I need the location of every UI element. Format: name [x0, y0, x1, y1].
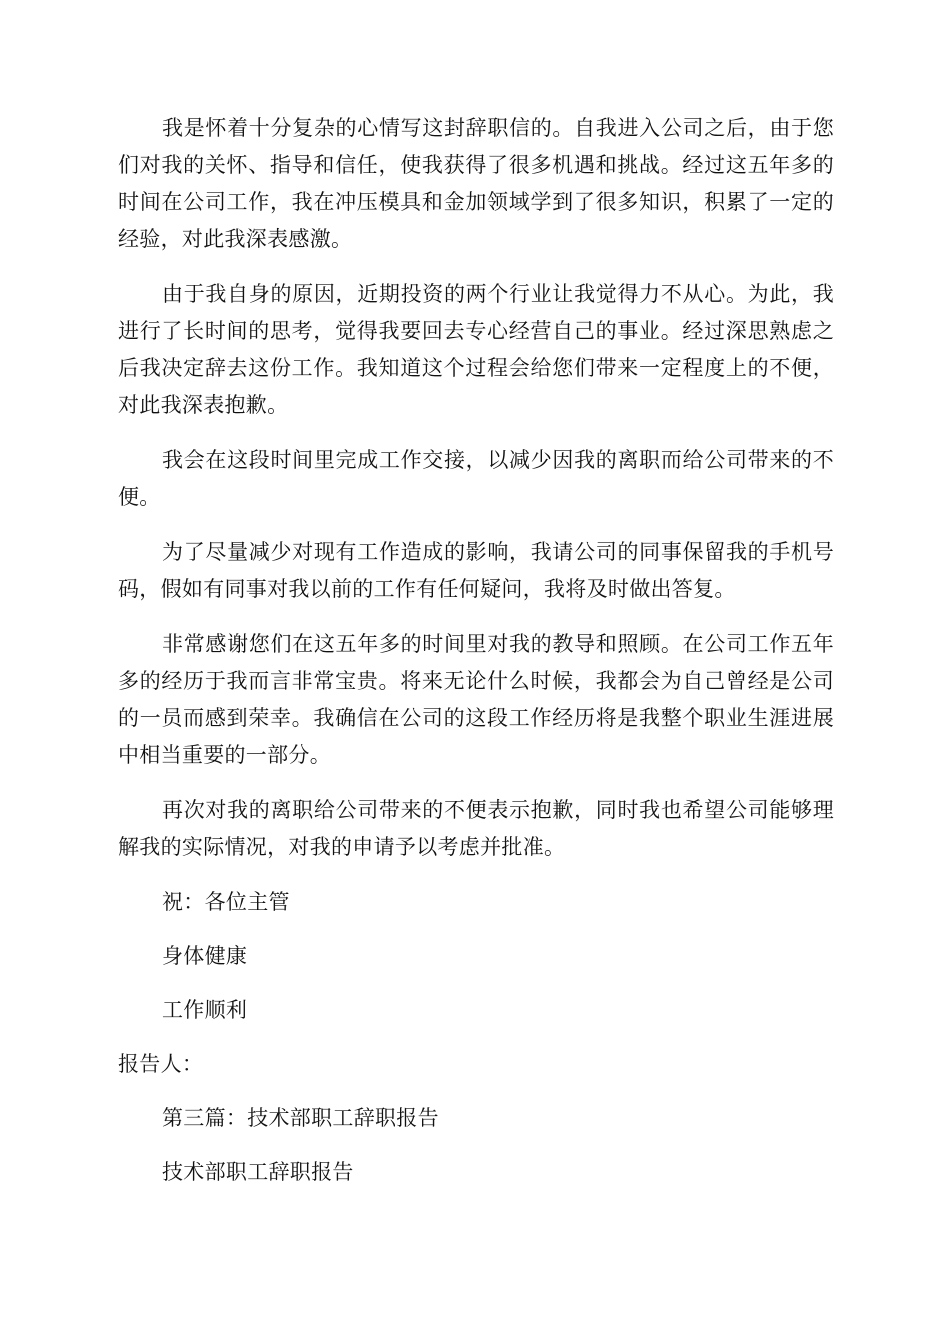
paragraph-apology: 再次对我的离职给公司带来的不便表示抱歉，同时我也希望公司能够理解我的实际情况，对我的申请予以考虑并批准。: [118, 798, 834, 859]
closing-greeting: 祝：各位主管: [162, 890, 290, 914]
letter-body: [118, 110, 834, 1208]
paragraph-handover: 我会在这段时间里完成工作交接，以减少因我的离职而给公司带来的不便。: [118, 448, 834, 509]
closing-wish-health: 身体健康: [162, 944, 248, 968]
reporter-signature-line: 报告人：: [118, 1052, 204, 1076]
paragraph-gratitude: 我是怀着十分复杂的心情写这封辞职信的。自我进入公司之后，由于您们对我的关怀、指导和信任，使我获得了很多机遇和挑战。经过这五年多的时间在公司工作，我在冲压模具和金加领域学到了很多知识，积累了一定的经验，对此我深表感激。: [118, 116, 834, 251]
closing-wish-work: 工作顺利: [162, 998, 248, 1022]
section-heading: 第三篇：技术部职工辞职报告: [162, 1106, 439, 1130]
paragraph-contact: 为了尽量减少对现有工作造成的影响，我请公司的同事保留我的手机号码，假如有同事对我以前的工作有任何疑问，我将及时做出答复。: [118, 540, 834, 601]
section-title: 技术部职工辞职报告: [162, 1160, 354, 1184]
paragraph-reason: 由于我自身的原因，近期投资的两个行业让我觉得力不从心。为此，我进行了长时间的思考，觉得我要回去专心经营自己的事业。经过深思熟虑之后我决定辞去这份工作。我知道这个过程会给您们带来一定程度上的不便，对此我深表抱歉。: [118, 282, 834, 417]
paragraph-thanks: 非常感谢您们在这五年多的时间里对我的教导和照顾。在公司工作五年多的经历于我而言非常宝贵。将来无论什么时候，我都会为自己曾经是公司的一员而感到荣幸。我确信在公司的这段工作经历将是我整个职业生涯进展中相当重要的一部分。: [118, 632, 834, 767]
